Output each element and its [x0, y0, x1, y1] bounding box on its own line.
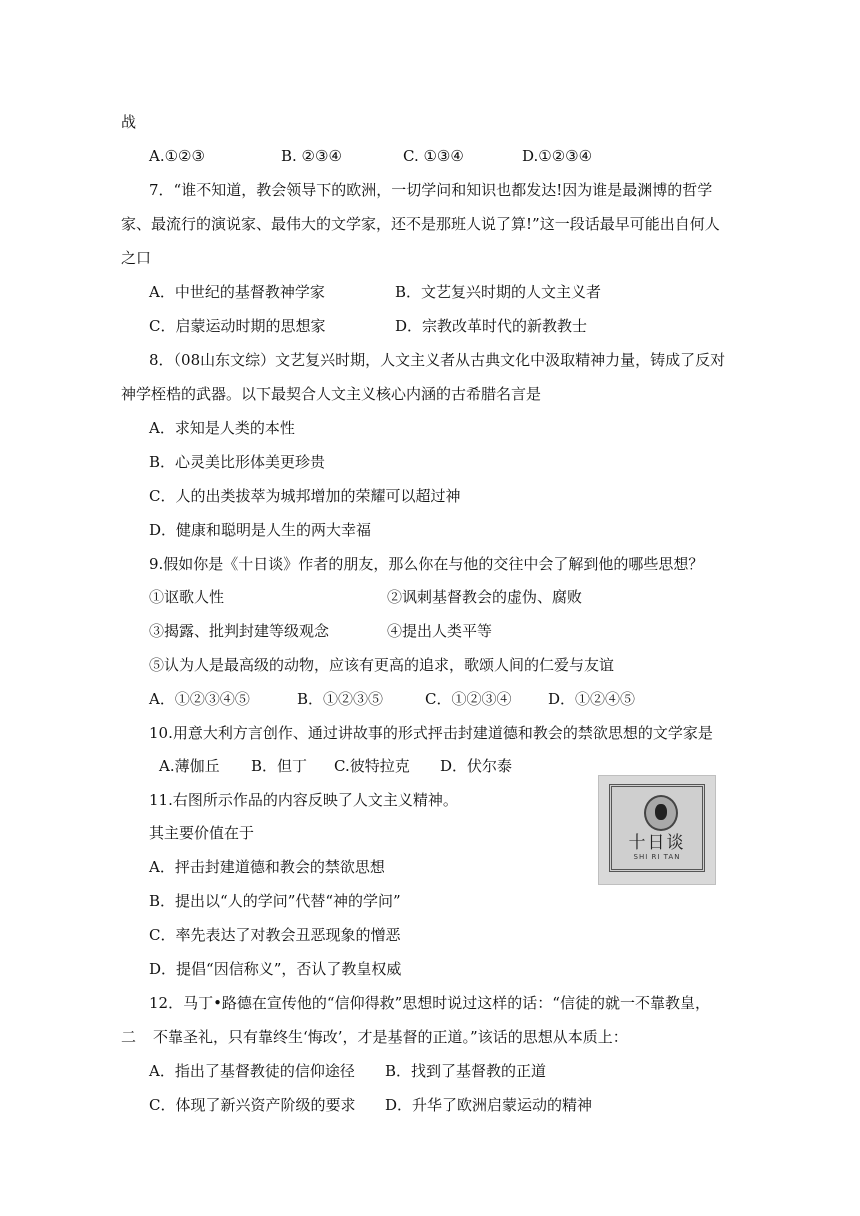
q7-stem: 7．“谁不知道，教会领导下的欧洲，一切学问和知识也都发达!因为谁是最渊博的哲学 [149, 181, 713, 199]
q10-option-c: C.彼特拉克 [334, 757, 410, 775]
q10-stem: 10.用意大利方言创作、通过讲故事的形式抨击封建道德和教会的禁欲思想的文学家是 [149, 724, 713, 742]
q12-stem: 12．马丁•路德在宣传他的“信仰得救”思想时说过这样的话：“信徒的就一不靠教皇， [149, 994, 710, 1012]
q8-stem: 8．（08山东文综）文艺复兴时期，人文主义者从古典文化中汲取精神力量，铸成了反对 [149, 351, 726, 369]
q8-option-a: A．求知是人类的本性 [149, 419, 295, 437]
q9-item-3: ③揭露、批判封建等级观念 [149, 622, 330, 640]
book-cover-title: 十日谈 [628, 833, 686, 853]
q11-option-d: D．提倡“因信称义”，否认了教皇权威 [149, 960, 402, 978]
q7-stem-cont: 家、最流行的演说家、最伟大的文学家，还不是那班人说了算!”这一段话最早可能出自何人 [121, 215, 720, 233]
q8-option-b: B．心灵美比形体美更珍贵 [149, 453, 326, 471]
q7-option-d: D．宗教改革时代的新教教士 [395, 317, 588, 335]
q9-option-a: A．①②③④⑤ [149, 690, 250, 708]
q11-option-b: B．提出以“人的学问”代替“神的学问” [149, 892, 401, 910]
book-cover-image [598, 775, 716, 885]
q6-option-c: C. ①③④ [403, 147, 464, 165]
q7-option-b: B．文艺复兴时期的人文主义者 [395, 283, 602, 301]
q9-option-d: D．①②④⑤ [548, 690, 636, 708]
q9-option-b: B．①②③⑤ [297, 690, 384, 708]
q11-stem-cont: 其主要价值在于 [149, 824, 255, 842]
q6-option-a: A.①②③ [149, 147, 205, 165]
text-line: 战 [121, 113, 137, 131]
q12-option-a: A．指出了基督教徒的信仰途径 [149, 1062, 355, 1080]
q6-option-d: D.①②③④ [522, 147, 593, 165]
q10-option-d: D．伏尔泰 [440, 757, 513, 775]
q9-stem: 9.假如你是《十日谈》作者的朋友，那么你在与他的交往中会了解到他的哪些思想？ [149, 555, 704, 573]
q12-option-c: C．体现了新兴资产阶级的要求 [149, 1096, 356, 1114]
q8-stem-cont: 神学桎梏的武器。以下最契合人文主义核心内涵的古希腊名言是 [121, 385, 542, 403]
q7-option-a: A．中世纪的基督教神学家 [149, 283, 325, 301]
book-cover-subtitle: SHI RI TAN [633, 853, 681, 861]
q7-stem-cont: 之口 [121, 249, 152, 267]
q11-stem: 11.右图所示作品的内容反映了人文主义精神。 [149, 791, 458, 809]
q9-item-1: ①讴歌人性 [149, 588, 225, 606]
q11-option-a: A．抨击封建道德和教会的禁欲思想 [149, 858, 385, 876]
q10-option-b: B．但丁 [251, 757, 308, 775]
q8-option-d: D．健康和聪明是人生的两大幸福 [149, 521, 372, 539]
q9-item-4: ④提出人类平等 [387, 622, 493, 640]
q9-option-c: C．①②③④ [425, 690, 512, 708]
q10-option-a: A.薄伽丘 [159, 757, 220, 775]
q12-stem-cont: 不靠圣礼，只有靠终生‘悔改’，才是基督的正道。”该话的思想从本质上： [153, 1028, 628, 1046]
q7-option-c: C．启蒙运动时期的思想家 [149, 317, 326, 335]
q12-stem-marker: 二 [121, 1028, 137, 1046]
q12-option-b: B．找到了基督教的正道 [385, 1062, 547, 1080]
q11-option-c: C．率先表达了对教会丑恶现象的憎恶 [149, 926, 401, 944]
q9-item-5: ⑤认为人是最高级的动物，应该有更高的追求，歌颂人间的仁爱与友谊 [149, 656, 615, 674]
q9-item-2: ②讽刺基督教会的虚伪、腐败 [387, 588, 583, 606]
q8-option-c: C．人的出类拔萃为城邦增加的荣耀可以超过神 [149, 487, 461, 505]
book-cover-frame [609, 784, 705, 872]
portrait-icon [644, 795, 678, 831]
q6-option-b: B. ②③④ [281, 147, 342, 165]
q12-option-d: D．升华了欧洲启蒙运动的精神 [385, 1096, 593, 1114]
